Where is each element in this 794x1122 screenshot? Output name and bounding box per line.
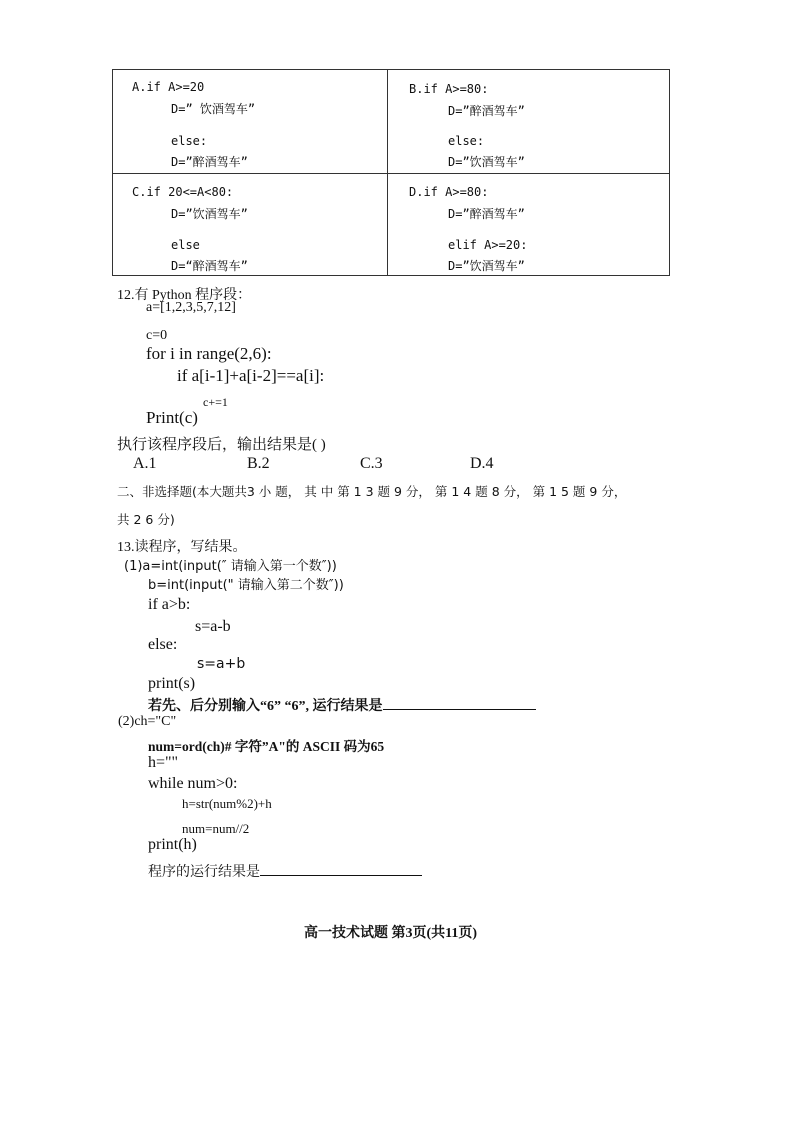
q13-part2-question bbox=[148, 861, 422, 881]
q13-part1-line6: s=a+b bbox=[197, 656, 246, 672]
q12-code-c0: c=0 bbox=[146, 328, 168, 343]
q12-choice-c: C.3 bbox=[360, 455, 383, 472]
q13-part2-line6: num=num//2 bbox=[182, 821, 250, 836]
option-c-line-1: C.if 20<=A<80: bbox=[132, 185, 234, 199]
table-row-divider bbox=[113, 173, 669, 174]
q13-part2-line1: (2)ch="C" bbox=[118, 714, 177, 729]
q13-part1-line3: if a>b: bbox=[148, 596, 191, 613]
q13-part2-line4: while num>0: bbox=[148, 775, 238, 792]
q12-code-print: Print(c) bbox=[146, 408, 198, 427]
q13-part1-line7: print(s) bbox=[148, 675, 196, 692]
option-b-line-1: B.if A>=80: bbox=[409, 82, 489, 96]
option-c-line-4: D=“醉酒驾车” bbox=[171, 259, 248, 273]
option-c-line-3: else bbox=[171, 238, 200, 252]
q12-question: 执行该程序段后，输出结果是( ) bbox=[117, 437, 326, 453]
q12-code-for: for i in range(2,6): bbox=[146, 344, 272, 363]
q13-part1-answer-blank[interactable] bbox=[383, 695, 536, 710]
section-2-heading: 二、非选择题(本大题共3 小 题， 其 中 第 1 3 题 9 分， 第 1 4 题 8 分， 第 1 5 题 9 分， bbox=[117, 484, 627, 499]
option-a-line-3: else: bbox=[171, 134, 208, 148]
option-a-line-2: D=” 饮酒驾车” bbox=[171, 102, 256, 116]
option-b-line-3: else: bbox=[448, 134, 485, 148]
page-footer: 高一技术试题 第3页(共11页) bbox=[304, 926, 478, 941]
option-c-line-2: D=”饮酒驾车” bbox=[171, 207, 248, 221]
option-d-line-1: D.if A>=80: bbox=[409, 185, 489, 199]
q13-part2-line3: h="" bbox=[148, 754, 179, 771]
q13-part1-line5: else: bbox=[148, 636, 178, 653]
option-d-line-3: elif A>=20: bbox=[448, 238, 528, 252]
q12-code-a: a=[1,2,3,5,7,12] bbox=[146, 300, 236, 315]
options-table bbox=[112, 69, 670, 276]
q13-part2-line7: print(h) bbox=[148, 836, 197, 853]
q13-part1-line4: s=a-b bbox=[195, 618, 231, 635]
q12-code-inc: c+=1 bbox=[203, 395, 228, 409]
q13-stem: 13.读程序，写结果。 bbox=[117, 540, 247, 555]
section-2-heading-cont: 共 2 6 分) bbox=[117, 512, 175, 527]
q13-part1-line2: b=int(input(" 请输入第二个数″)) bbox=[148, 578, 344, 593]
option-d-line-2: D=”醉酒驾车” bbox=[448, 207, 525, 221]
q13-part1-question-text: 若先、后分别输入“6” “6”, 运行结果是 bbox=[148, 699, 383, 714]
q12-choice-b: B.2 bbox=[247, 455, 270, 472]
q13-part2-line2: num=ord(ch)# 字符”A"的 ASCII 码为65 bbox=[148, 739, 385, 754]
q12-choice-d: D.4 bbox=[470, 455, 494, 472]
q13-part1-line1: (1)a=int(input(″ 请输入第一个数″)) bbox=[124, 559, 337, 574]
q13-part2-answer-blank[interactable] bbox=[260, 861, 422, 876]
option-a-line-4: D=”醉酒驾车” bbox=[171, 155, 248, 169]
option-b-line-4: D=”饮酒驾车” bbox=[448, 155, 525, 169]
q13-part2-question-text: 程序的运行结果是 bbox=[148, 865, 260, 880]
q13-part1-question bbox=[148, 695, 536, 715]
q13-part2-line5: h=str(num%2)+h bbox=[182, 796, 272, 811]
q12-code-if: if a[i-1]+a[i-2]==a[i]: bbox=[177, 366, 325, 385]
q12-choice-a: A.1 bbox=[133, 455, 157, 472]
q12-stem: 12.有 Python 程序段： bbox=[117, 288, 252, 303]
option-d-line-4: D=”饮酒驾车” bbox=[448, 259, 525, 273]
option-a-line-1: A.if A>=20 bbox=[132, 80, 205, 94]
option-b-line-2: D=”醉酒驾车” bbox=[448, 104, 525, 118]
